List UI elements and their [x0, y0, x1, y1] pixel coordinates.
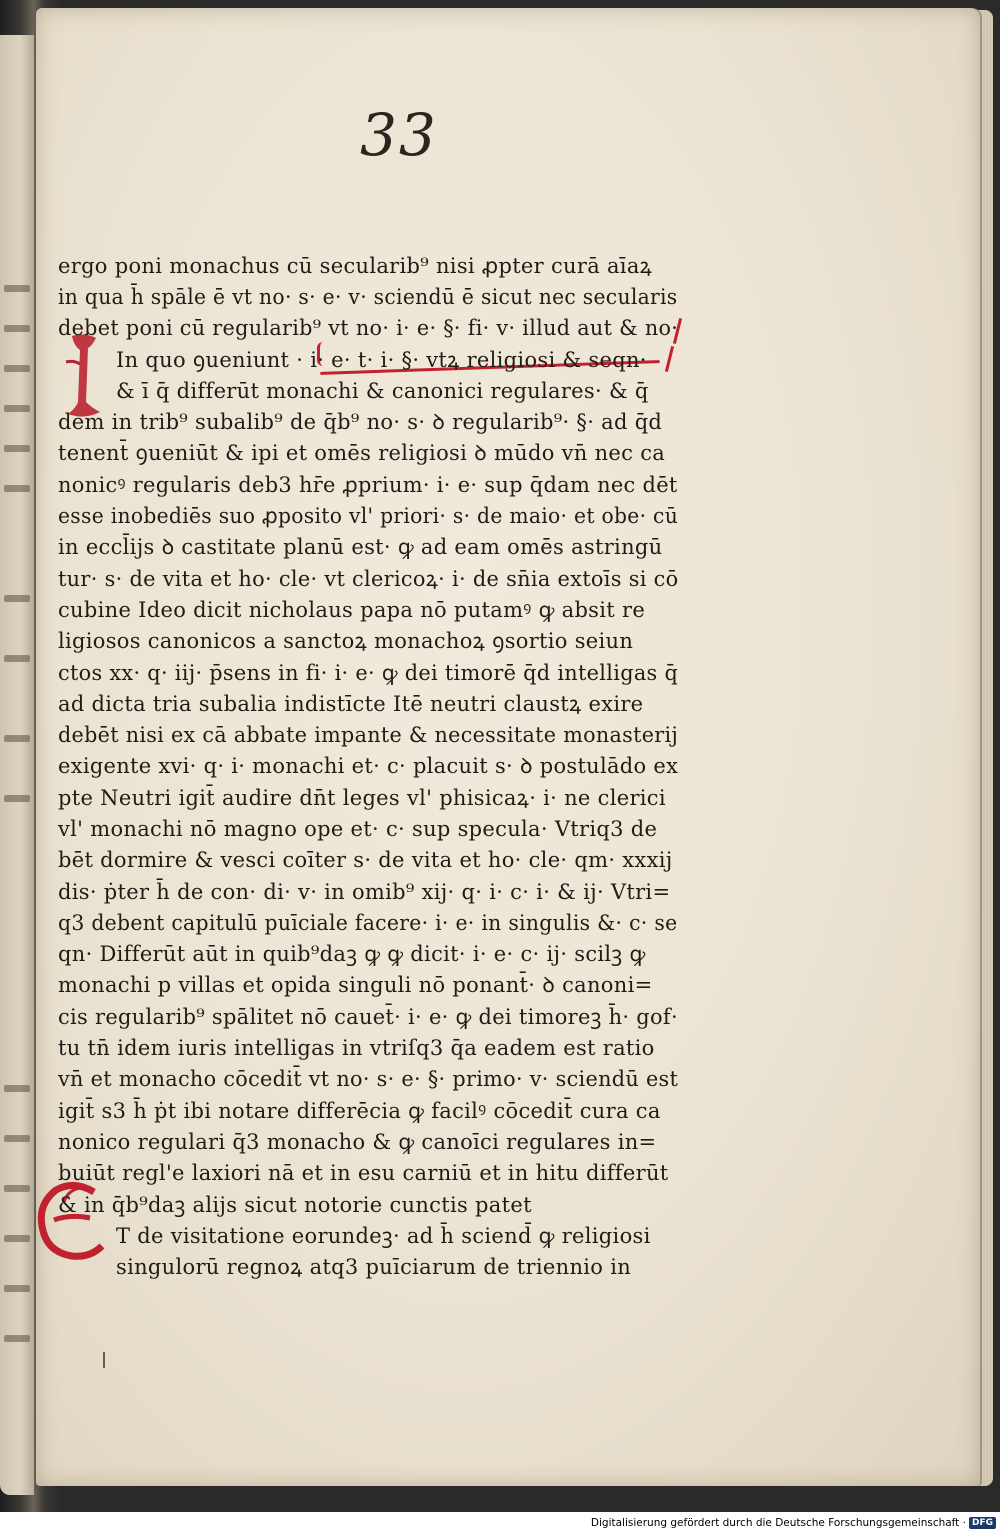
- text-line: [58, 1126, 678, 1157]
- line-text: cis regularib⁹ spālitet nō cauet̄· i· e· ꝙ dei timoreꝫ h̄· gof·: [58, 1004, 678, 1029]
- line-text: qn· Differūt aūt in quib⁹daꝫ ꝙ ꝙ dicit· i· e· c· ij· scilꝫ ꝙ: [58, 942, 646, 967]
- line-text: igit̄ s3 h̄ ṗt ibi notare differēcia ꝙ facilꝰ cōcedit̄ cura ca: [58, 1098, 661, 1123]
- line-text: In quo ꝯueniunt · i· e· t· i· §· vtꝝ religiosi & seqn·: [116, 347, 647, 372]
- line-text: debēt nisi ex cā abbate impante & necessitate monasterij: [58, 723, 679, 748]
- dfg-logo: DFG: [969, 1517, 996, 1529]
- line-text: exigente xvi· q· i· monachi et· c· placuit s· ꝺ postulādo ex: [58, 754, 679, 779]
- line-text: bēt dormire & vesci coīter s· de vita et ho· cle· qm· xxxij: [58, 848, 673, 873]
- text-line: [58, 876, 678, 907]
- text-line: [58, 344, 678, 375]
- text-line: [58, 1064, 679, 1095]
- digitization-credit-bar: [0, 1512, 1000, 1533]
- line-text: & in q̄b⁹daꝫ alijs sicut notorie cunctis patet: [58, 1192, 532, 1217]
- text-line: [58, 375, 678, 406]
- credit-text: Digitalisierung gefördert durch die Deutsche Forschungsgemeinschaft ·: [590, 1516, 966, 1529]
- text-line: [58, 719, 679, 750]
- text-line: [58, 250, 678, 281]
- text-line: [58, 1220, 678, 1251]
- text-line: [58, 657, 679, 688]
- line-text: singulorū regnoꝝ atq3 puīciarum de triennio in: [116, 1255, 632, 1280]
- text-line: [58, 939, 678, 970]
- text-column: [58, 250, 678, 1283]
- line-text: esse inobediēs suo ꝓposito vl' priori· s· de maio· et obe· cū: [58, 504, 679, 529]
- line-text: & ī q̄ differūt monachi & canonici regulares· & q̄: [116, 378, 649, 403]
- line-text: monachi p villas et opida singuli nō ponant̄· ꝺ canoni=: [58, 973, 653, 998]
- line-text: tu tn̄ idem iuris intelligas in vtriſq3 q̄a eadem est ratio: [58, 1036, 655, 1061]
- line-text: ctos xx· q· iij· p̄sens in fi· i· e· ꝙ dei timorē q̄d intelligas q̄: [58, 660, 679, 685]
- line-text: vl' monachi nō magno ope et· c· sup specula· Vtriq3 de: [58, 816, 658, 841]
- text-line: [58, 688, 678, 719]
- text-line: [58, 532, 678, 563]
- text-line: [58, 1001, 676, 1032]
- line-text: cubine Ideo dicit nicholaus papa nō putamꝰ ꝙ absit re: [58, 597, 646, 622]
- line-text: tur· s· de vita et ho· cle· vt clericoꝝ· i· de sn̄ia extoīs si cō: [58, 566, 679, 591]
- line-text: ligiosos canonicos a sanctoꝝ monachoꝝ ꝯsortio seiun: [58, 629, 634, 654]
- text-line: [58, 1095, 678, 1126]
- text-line: [58, 438, 678, 469]
- line-text: vn̄ et monacho cōcedit̄ vt no· s· e· §· primo· v· sciendū est: [58, 1067, 679, 1092]
- text-line: [58, 751, 677, 782]
- text-line: [58, 626, 678, 657]
- text-line: [58, 500, 679, 531]
- folio-number: 33: [360, 101, 438, 169]
- line-text: dem in trib⁹ subalib⁹ de q̄b⁹ no· s· ꝺ regularib⁹· §· ad q̄d: [58, 410, 663, 435]
- line-text: ad dicta tria subalia indistīcte Itē neutri claustꝝ exire: [58, 691, 644, 716]
- text-line: [58, 469, 676, 500]
- text-line: [58, 907, 678, 938]
- line-text: nonico regulari q̄3 monacho & ꝙ canoīci regulares in=: [58, 1129, 657, 1154]
- line-text: pte Neutri igit̄ audire dn̄t leges vl' phisicaꝝ· i· ne clerici: [58, 785, 666, 810]
- margin-mark: [103, 1352, 105, 1368]
- line-text: dis· ṗter h̄ de con· di· v· in omib⁹ xij· q· i· c· i· & ij· Vtri=: [58, 879, 671, 904]
- line-text: q3 debent capitulū puīciale facere· i· e· in singulis &· c· se: [58, 910, 678, 935]
- line-text: debet poni cū regularib⁹ vt no· i· e· §· fi· v· illud aut & no·: [58, 316, 679, 341]
- text-line: [58, 1158, 678, 1189]
- line-text: in eccl̄ijs ꝺ castitate planū est· ꝙ ad eam omēs astringū: [58, 535, 663, 560]
- line-text: buiūt regl'e laxiori nā et in esu carniū et in hitu differūt: [58, 1161, 669, 1186]
- text-line: [58, 1189, 678, 1220]
- text-line: [58, 281, 678, 312]
- text-line: [58, 563, 679, 594]
- text-line: [58, 845, 678, 876]
- text-line: [58, 813, 678, 844]
- text-line: [58, 970, 678, 1001]
- text-line: [58, 1252, 678, 1283]
- text-line: [58, 1032, 678, 1063]
- line-text: ergo poni monachus cū secularib⁹ nisi ꝓpter curā aīaꝝ: [58, 253, 653, 278]
- text-line: [58, 313, 679, 344]
- line-text: tenent̄ ꝯueniūt & ipi et omēs religiosi ꝺ mūdo vn̄ nec ca: [58, 441, 666, 466]
- text-line: [58, 782, 678, 813]
- line-text: T de visitatione eorundeꝫ· ad h̄ sciend̄ ꝙ religiosi: [116, 1223, 651, 1248]
- text-line: [58, 406, 678, 437]
- text-line: [58, 594, 678, 625]
- line-text: in qua h̄ spāle ē vt no· s· e· v· sciendū ē sicut nec secularis: [58, 284, 678, 309]
- line-text: nonicꝰ regularis deb3 hr̄e ꝓprium· i· e· sup q̄dam nec dēt: [58, 472, 678, 497]
- facing-page-edge: [0, 35, 34, 1495]
